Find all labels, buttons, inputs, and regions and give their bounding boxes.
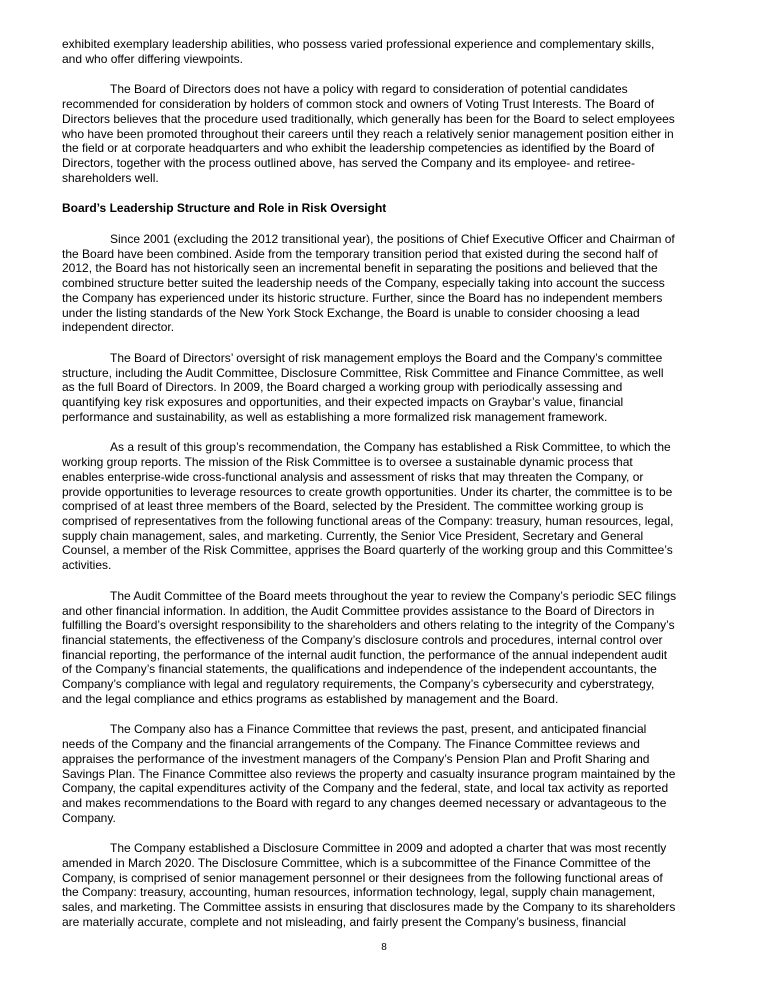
text-line: the Company: treasury, accounting, human resources, information technology, legal, supply chain management,	[62, 885, 656, 900]
text-line: under the listing standards of the New York Stock Exchange, the Board is unable to consider choosing a lead	[62, 305, 640, 320]
paragraph	[62, 351, 722, 425]
text-line: needs of the Company and the financial arrangements of the Company. The Finance Committee reviews and	[62, 737, 640, 752]
text-line: the Board have been combined. Aside from the temporary transition period that existed during the second half of	[62, 246, 658, 261]
text-line: comprised of representatives from the following functional areas of the Company: treasury, human resources, legal,	[62, 513, 674, 528]
text-line: Company.	[62, 810, 116, 825]
text-line: The Company also has a Finance Committee that reviews the past, present, and anticipated financial	[110, 722, 647, 737]
text-line: appraises the performance of the investment managers of the Company’s Pension Plan and Profit Sharing and	[62, 751, 650, 766]
text-line: financial reporting, the performance of the internal audit function, the performance of the annual independent audit	[62, 647, 668, 662]
text-line: working group reports. The mission of the Risk Committee is to oversee a sustainable dynamic process that	[62, 455, 633, 470]
text-line: activities.	[62, 558, 112, 573]
text-line: provide opportunities to leverage resources to create growth opportunities. Under its charter, the committee is to be	[62, 484, 673, 499]
text-line: Company, the capital expenditures activity of the Company and the federal, state, and local tax activity as reported	[62, 781, 669, 796]
text-line: of the Company’s financial statements, the qualifications and independence of the independent accountants, the	[62, 662, 657, 677]
paragraph	[62, 841, 722, 929]
paragraph	[62, 722, 722, 825]
document-body	[62, 37, 722, 946]
text-line: shareholders well.	[62, 170, 159, 185]
text-line: amended in March 2020. The Disclosure Committee, which is a subcommittee of the Finance Committee of the	[62, 856, 651, 871]
text-line: are materially accurate, complete and not misleading, and fairly present the Company’s business, financial	[62, 914, 627, 929]
text-line: The Board of Directors’ oversight of risk management employs the Board and the Company’s committee	[110, 350, 663, 365]
text-line: exhibited exemplary leadership abilities, who possess varied professional experience and complementary skills,	[62, 37, 655, 51]
text-line: independent director.	[62, 320, 175, 335]
text-line: Company, is comprised of senior management personnel or their designees from the following functional areas of	[62, 870, 663, 885]
text-line: as the full Board of Directors. In 2009, the Board charged a working group with periodically assessing and	[62, 380, 623, 395]
paragraph	[62, 440, 722, 572]
text-line: Board’s Leadership Structure and Role in Risk Oversight	[62, 201, 387, 216]
text-line: recommended for consideration by holders of common stock and owners of Voting Trust Interests. The Board of	[62, 97, 655, 112]
text-line: combined structure better suited the leadership needs of the Company, especially taking into account the success	[62, 276, 665, 291]
text-line: who have been promoted throughout their careers until they reach a relatively senior management position either in	[62, 126, 674, 141]
text-line: supply chain management, sales, and marketing. Currently, the Senior Vice President, Secretary and General	[62, 528, 644, 543]
text-line: Company’s compliance with legal and regulatory requirements, the Company’s cybersecurity and cyberstrategy,	[62, 677, 655, 692]
page-number: 8	[381, 942, 387, 953]
text-line: comprised of at least three members of the Board, selected by the President. The committee working group is	[62, 499, 644, 514]
text-line: Directors believes that the procedure used traditionally, which generally has been for the Board to select employees	[62, 111, 675, 126]
text-line: the field or at corporate headquarters and who exhibit the leadership competencies as identified by the Board of	[62, 141, 655, 156]
paragraph	[62, 82, 722, 185]
text-line: Directors, together with the process outlined above, has served the Company and its employee- and retiree-	[62, 155, 635, 170]
text-line: and the legal compliance and ethics programs as established by management and the Board.	[62, 691, 559, 706]
text-line: and other financial information. In addition, the Audit Committee provides assistance to the Board of Directors in	[62, 603, 655, 618]
text-line: Since 2001 (excluding the 2012 transitional year), the positions of Chief Executive Officer and Chairman of	[110, 232, 675, 247]
text-line: Savings Plan. The Finance Committee also reviews the property and casualty insurance program maintained by the	[62, 766, 676, 781]
text-line: quantifying key risk exposures and opportunities, and their expected impacts on Graybar’s value, financial	[62, 395, 624, 410]
text-line: Counsel, a member of the Risk Committee, apprises the Board quarterly of the working group and this Committee’s	[62, 543, 673, 558]
text-line: and makes recommendations to the Board with regard to any changes deemed necessary or advantageous to the	[62, 795, 667, 810]
text-line: The Company established a Disclosure Committee in 2009 and adopted a charter that was most recently	[110, 841, 667, 856]
text-line: The Board of Directors does not have a policy with regard to consideration of potential candidates	[110, 82, 628, 97]
text-line: 2012, the Board has not historically seen an incremental benefit in separating the positions and believed that the	[62, 261, 658, 276]
text-line: the Company has experienced under its historic structure. Further, since the Board has no independent members	[62, 290, 663, 305]
text-line: sales, and marketing. The Committee assists in ensuring that disclosures made by the Company to its shareholders	[62, 900, 676, 915]
text-line: fulfilling the Board’s oversight responsibility to the shareholders and others relating to the integrity of the Company’s	[62, 618, 675, 633]
paragraph	[62, 589, 722, 707]
text-line: and who offer differing viewpoints.	[62, 51, 244, 66]
text-line: performance and sustainability, as well as establishing a more formalized risk management framework.	[62, 409, 608, 424]
text-line: financial statements, the effectiveness of the Company’s disclosure controls and procedures, internal control over	[62, 632, 663, 647]
text-line: As a result of this group’s recommendation, the Company has established a Risk Committee, to which the	[110, 440, 671, 455]
text-line: enables enterprise-wide cross-functional analysis and assessment of risks that may threaten the Company, or	[62, 469, 644, 484]
text-line: The Audit Committee of the Board meets throughout the year to review the Company’s periodic SEC filings	[110, 588, 677, 603]
paragraph	[62, 37, 722, 66]
section-heading	[62, 201, 722, 216]
paragraph	[62, 232, 722, 335]
text-line: structure, including the Audit Committee, Disclosure Committee, Risk Committee and Finance Committee, as well	[62, 365, 664, 380]
